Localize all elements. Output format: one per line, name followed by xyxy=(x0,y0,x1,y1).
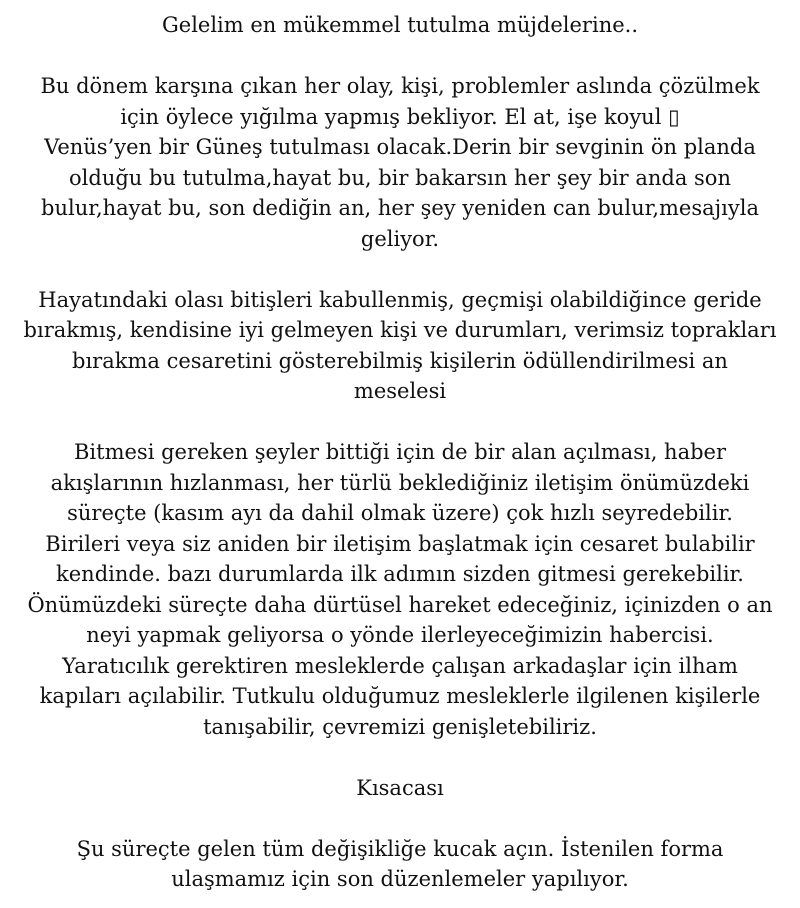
text-line: kendinde. bazı durumlarda ilk adımın sizden gitmesi gerekebilir. xyxy=(56,562,744,586)
text-line: neyi yapmak geliyorsa o yönde ilerleyeceğimizin habercisi. xyxy=(86,623,714,647)
paragraph-summary-heading xyxy=(0,773,800,804)
text-line: ulaşmamız için son düzenlemeler yapılıyor. xyxy=(171,867,629,891)
paragraph-venus-eclipse xyxy=(0,71,800,254)
paragraph-intro xyxy=(0,10,800,41)
text-line: bırakmış, kendisine iyi gelmeyen kişi ve durumları, verimsiz toprakları xyxy=(23,318,777,342)
text-line: süreçte (kasım ayı da dahil olmak üzere) çok hızlı seyredebilir. xyxy=(67,501,733,525)
text-line: Venüs’yen bir Güneş tutulması olacak.Derin bir sevginin ön planda xyxy=(44,135,756,159)
text-line: Şu süreçte gelen tüm değişikliğe kucak açın. İstenilen forma xyxy=(76,836,724,861)
text-line: Önümüzdeki süreçte daha dürtüsel hareket edeceğiniz, içinizden o an xyxy=(27,592,773,617)
text-line: bulur,hayat bu, son dediğin an, her şey yeniden can bulur,mesajıyla xyxy=(41,196,759,220)
paragraph-closing xyxy=(0,834,800,895)
paragraph-endings xyxy=(0,285,800,407)
text-line: Yaratıcılık gerektiren mesleklerde çalışan arkadaşlar için ilham xyxy=(62,653,738,678)
paragraph-spacer xyxy=(0,742,800,773)
text-line: geliyor. xyxy=(360,226,440,251)
text-line: bırakma cesaretini gösterebilmiş kişilerin ödüllendirilmesi an xyxy=(72,348,728,373)
text-line: olduğu bu tutulma,hayat bu, bir bakarsın her şey bir anda son xyxy=(69,165,731,190)
text-line: meselesi xyxy=(353,379,447,403)
paragraph-spacer xyxy=(0,803,800,834)
text-line: Bitmesi gereken şeyler bittiği için de bir alan açılması, haber xyxy=(73,440,726,464)
text-line: akışlarının hızlanması, her türlü beklediğiniz iletişim önümüzdeki xyxy=(50,470,750,495)
paragraph-spacer xyxy=(0,254,800,285)
paragraph-spacer xyxy=(0,41,800,72)
text-line: için öylece yığılma yapmış bekliyor. El at, işe koyul ▯ xyxy=(120,104,680,129)
paragraph-spacer xyxy=(0,407,800,438)
paragraph-communication xyxy=(0,437,800,742)
text-line: Hayatındaki olası bitişleri kabullenmiş, geçmişi olabildiğince geride xyxy=(38,287,762,312)
text-line: tanışabilir, çevremizi genişletebiliriz. xyxy=(203,714,597,739)
text-line: kapıları açılabilir. Tutkulu olduğumuz mesleklerle ilgilenen kişilerle xyxy=(39,684,761,708)
text-line: Gelelim en mükemmel tutulma müjdelerine.. xyxy=(161,13,638,37)
text-line: Kısacası xyxy=(356,775,444,800)
text-line: Bu dönem karşına çıkan her olay, kişi, problemler aslında çözülmek xyxy=(40,74,760,98)
text-line: Birileri veya siz aniden bir iletişim başlatmak için cesaret bulabilir xyxy=(45,531,755,556)
